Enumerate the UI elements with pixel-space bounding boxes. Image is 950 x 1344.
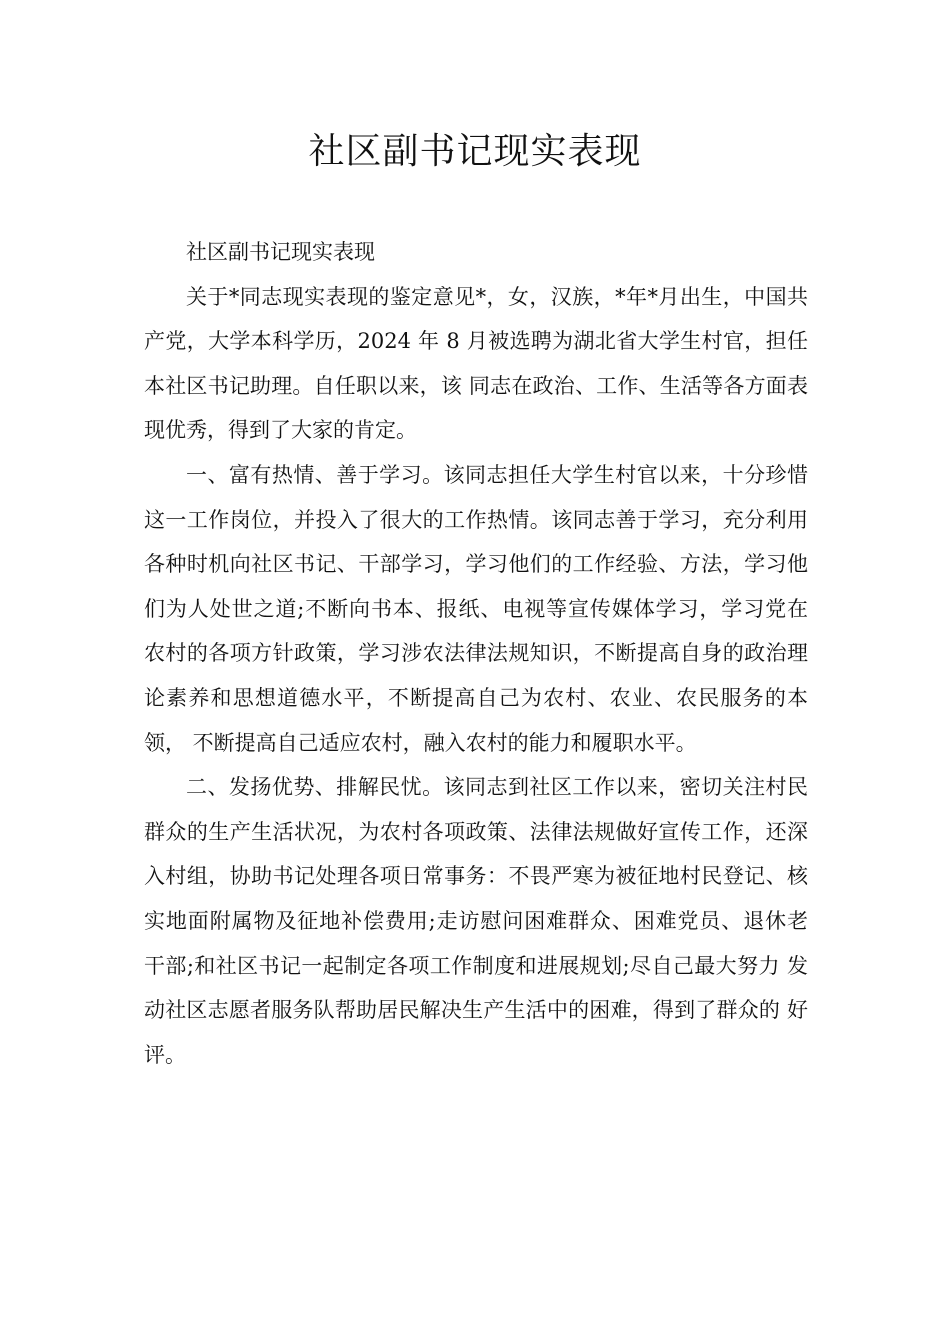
document-body <box>144 230 808 1077</box>
page-title: 社区副书记现实表现 <box>308 131 642 172</box>
paragraph-subtitle: 社区副书记现实表现 <box>186 240 375 264</box>
paragraph-section-two: 二、发扬优势、排解民忧。该同志到社区工作以来，密切关注村民 群众的生产生活状况，为农村各项政策、法律法规做好宣传工作，还深 入村组，协助书记处理各项日常事务：不畏严寒为被征地村民登记、核 实地面附属物及征地补偿费用;走访慰问困难群众、困难党员、退休老 干部;和社区书记一起制定各项工作制度和进展规划;尽自己最大努力 发动社区志愿者服务队帮助居民解决生产生活中的困难，得到了群众的 好评。 <box>144 775 808 1067</box>
paragraph-section-one: 一、富有热情、善于学习。该同志担任大学生村官以来，十分珍惜 这一工作岗位，并投入了很大的工作热情。该同志善于学习，充分利用 各种时机向社区书记、干部学习，学习他们的工作经验、方法，学习他 们为人处世之道;不断向书本、报纸、电视等宣传媒体学习，学习党在 农村的各项方针政策，学习涉农法律法规知识，不断提高自身的政治理 论素养和思想道德水平，不断提高自己为农村、农业、农民服务的本领， 不断提高自己适应农村，融入农村的能力和履职水平。 <box>144 462 808 755</box>
paragraph-intro: 关于*同志现实表现的鉴定意见*，女，汉族，*年*月出生，中国共产党，大学本科学历，2024 年 8 月被选聘为湖北省大学生村官，担任本社区书记助理。自任职以来，该 同志在政治、工作、生活等各方面表现优秀，得到了大家的肯定。 <box>144 284 808 443</box>
